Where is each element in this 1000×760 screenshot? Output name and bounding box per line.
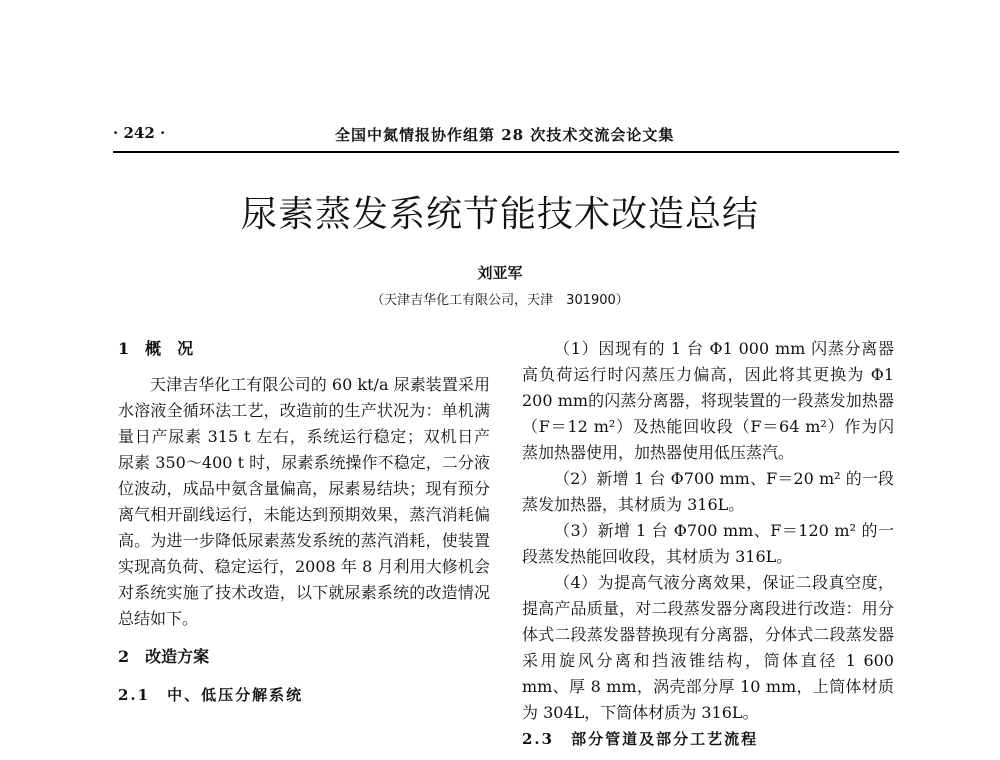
article-title: 尿素蒸发系统节能技术改造总结 [240,194,759,235]
header-rule [113,151,899,153]
left-column [118,336,490,708]
section-2-3-heading: 2.3 部分管道及部分工艺流程 [522,730,759,748]
section-1-paragraph: 天津吉华化工有限公司的 60 kt/a 尿素装置采用水溶液全循环法工艺，改造前的生产状况为：单机满量日产尿素 315 t 左右，系统运行稳定；双机日产尿素 350～400 t 时，尿素系统操作不稳定，二分液位波动，成品中氨含量偏高，尿素易结块；现有预分离气相开副线运行，未能达到预期效果，蒸汽消耗偏高。为进一步降低尿素蒸发系统的蒸汽消耗，使装置实现高负荷、稳定运行，2008 年 8 月利用大修机会对系统实施了技术改造，以下就尿素系统的改造情况总结如下。 [118,375,490,628]
author-affiliation: （天津吉华化工有限公司，天津 301900） [371,293,629,308]
item-3-paragraph: （3）新增 1 台 Φ700 mm、F＝120 m² 的一段蒸发热能回收段，其材质为 316L。 [522,521,894,566]
item-4-paragraph: （4）为提高气液分离效果，保证二段真空度，提高产品质量，对二段蒸发器分离段进行改造：用分体式二段蒸发器替换现有分离器，分体式二段蒸发器采用旋风分离和挡液锥结构，筒体直径 1 600 mm、厚 8 mm，涡壳部分厚 10 mm，上筒体材质为 304L，下筒体材质为 316L。 [522,573,894,722]
section-1-heading: 1 概 况 [118,339,194,358]
author-name: 刘亚军 [477,264,523,282]
item-2-paragraph: （2）新增 1 台 Φ700 mm、F＝20 m² 的一段蒸发加热器，其材质为 316L。 [522,469,894,514]
running-header [113,120,899,148]
right-column [522,336,894,752]
page-number: · 242 · [113,124,166,142]
section-2-heading: 2 改造方案 [118,647,210,666]
item-1-paragraph: （1）因现有的 1 台 Φ1 000 mm 闪蒸分离器高负荷运行时闪蒸压力偏高，因此将其更换为 Φ1 200 mm的闪蒸分离器，将现装置的一段蒸发加热器（F＝12 m²）及热能回收段（F＝64 m²）作为闪蒸加热器使用，加热器使用低压蒸汽。 [522,339,894,462]
section-2-1-heading: 2.1 中、低压分解系统 [118,686,304,704]
journal-title: 全国中氮情报协作组第 28 次技术交流会论文集 [335,126,675,144]
